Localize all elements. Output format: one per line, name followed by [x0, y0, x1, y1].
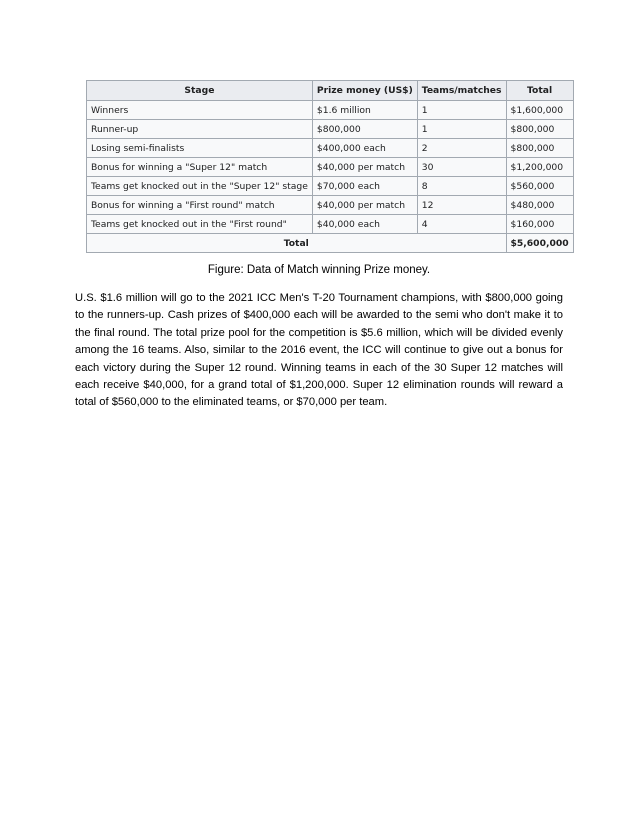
header-stage: Stage [87, 81, 313, 101]
table-row [87, 215, 574, 234]
total-cell: $800,000 [506, 120, 573, 139]
header-teams-matches: Teams/matches [417, 81, 506, 101]
figure-caption: Figure: Data of Match winning Prize money. [207, 264, 431, 276]
total-value: $5,600,000 [506, 234, 573, 253]
stage-cell: Runner-up [87, 120, 313, 139]
stage-cell: Bonus for winning a "Super 12" match [87, 158, 313, 177]
stage-cell: Winners [87, 101, 313, 120]
count-cell: 1 [417, 101, 506, 120]
stage-cell: Teams get knocked out in the "Super 12" stage [87, 177, 313, 196]
total-label: Total [87, 234, 507, 253]
header-total: Total [506, 81, 573, 101]
count-cell: 8 [417, 177, 506, 196]
body-paragraph: U.S. $1.6 million will go to the 2021 ICC Men's T-20 Tournament champions, with $800,000 going to the runners-up. Cash prizes of $400,000 each will be awarded to the semi who don't make it to the final round. The total prize pool for the competition is $5.6 million, which will be divided evenly among the 16 teams. Also, similar to the 2016 event, the ICC will continue to give out a bonus for each victory during the Super 12 round. Winning teams in each of the 30 Super 12 matches will each receive $40,000, for a grand total of $1,200,000. Super 12 elimination rounds will reward a total of $560,000 to the eliminated teams, or $70,000 per team. [75, 292, 563, 409]
total-cell: $480,000 [506, 196, 573, 215]
prize-cell: $70,000 each [312, 177, 417, 196]
table-total-row [87, 234, 574, 253]
prize-cell: $40,000 per match [312, 196, 417, 215]
table-row [87, 177, 574, 196]
header-prize-money: Prize money (US$) [312, 81, 417, 101]
prize-cell: $1.6 million [312, 101, 417, 120]
prize-cell: $800,000 [312, 120, 417, 139]
prize-cell: $40,000 each [312, 215, 417, 234]
total-cell: $160,000 [506, 215, 573, 234]
total-cell: $560,000 [506, 177, 573, 196]
count-cell: 2 [417, 139, 506, 158]
count-cell: 12 [417, 196, 506, 215]
stage-cell: Losing semi-finalists [87, 139, 313, 158]
prize-money-table [86, 80, 574, 253]
stage-cell: Bonus for winning a "First round" match [87, 196, 313, 215]
prize-money-table-wrapper [86, 80, 569, 253]
total-cell: $800,000 [506, 139, 573, 158]
table-row [87, 196, 574, 215]
table-header-row [87, 81, 574, 101]
total-cell: $1,600,000 [506, 101, 573, 120]
table-row [87, 120, 574, 139]
total-cell: $1,200,000 [506, 158, 573, 177]
prize-cell: $40,000 per match [312, 158, 417, 177]
prize-cell: $400,000 each [312, 139, 417, 158]
count-cell: 4 [417, 215, 506, 234]
table-row [87, 158, 574, 177]
stage-cell: Teams get knocked out in the "First round" [87, 215, 313, 234]
table-row [87, 139, 574, 158]
count-cell: 1 [417, 120, 506, 139]
count-cell: 30 [417, 158, 506, 177]
table-row [87, 101, 574, 120]
